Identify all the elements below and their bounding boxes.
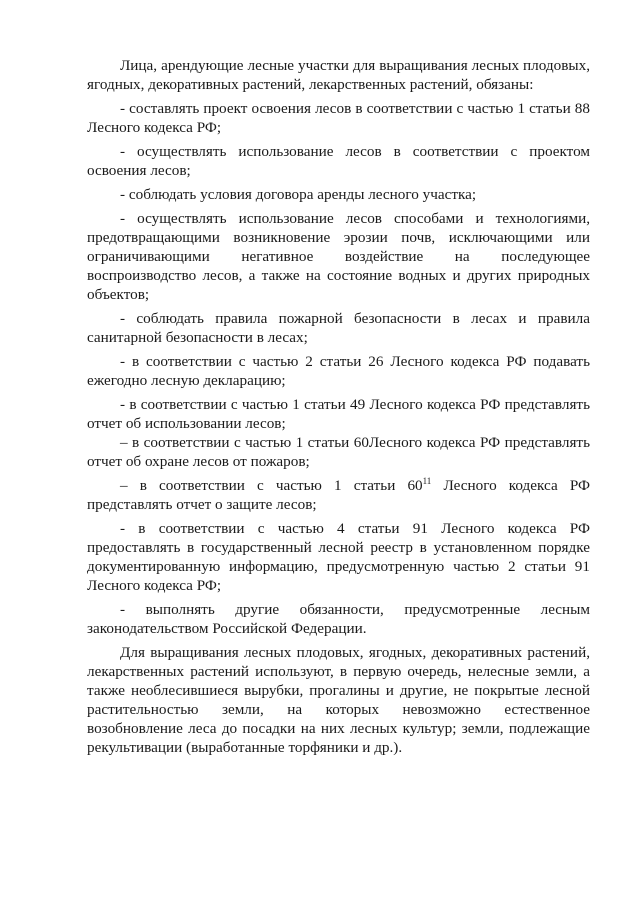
- list-item-erosion-prevention: - осуществлять использование лесов способами и технологиями, предотвращающими возникновение эрозии почв, исключающими или ограничивающими негативное воздействие на последующее воспроизводство лесов, а также на состояние водных и других природных объектов;: [87, 210, 590, 303]
- list-item-usage-report: - в соответствии с частью 1 статьи 49 Лесного кодекса РФ представлять отчет об использовании лесов;: [87, 396, 590, 432]
- document-body: [87, 56, 590, 757]
- list-item-forest-registry: - в соответствии с частью 4 статьи 91 Лесного кодекса РФ предоставлять в государственный лесной реестр в установленном порядке документированную информацию, предусмотренную частью 2 статьи 91 Лесного кодекса РФ;: [87, 520, 590, 594]
- list-item-forest-project: - составлять проект освоения лесов в соответствии с частью 1 статьи 88 Лесного кодекса РФ;: [87, 100, 590, 136]
- intro-paragraph: Лица, арендующие лесные участки для выращивания лесных плодовых, ягодных, декоративных растений, лекарственных растений, обязаны:: [87, 57, 590, 93]
- list-item-fire-protection-report: – в соответствии с частью 1 статьи 60Лесного кодекса РФ представлять отчет об охране лесов от пожаров;: [87, 434, 590, 470]
- forest-protection-report-start: – в соответствии с частью 1 статьи 60: [120, 477, 423, 494]
- forest-protection-report-end: Лесного кодекса РФ представлять отчет о защите лесов;: [87, 477, 591, 513]
- list-item-forest-use: - осуществлять использование лесов в соответствии с проектом освоения лесов;: [87, 143, 590, 179]
- list-item-forest-declaration: - в соответствии с частью 2 статьи 26 Лесного кодекса РФ подавать ежегодно лесную декларацию;: [87, 353, 590, 389]
- list-item-fire-safety: - соблюдать правила пожарной безопасности в лесах и правила санитарной безопасности в лесах;: [87, 310, 590, 346]
- list-item-other-duties: - выполнять другие обязанности, предусмотренные лесным законодательством Российской Федерации.: [87, 601, 590, 637]
- list-item-forest-protection-report: [87, 476, 590, 514]
- closing-paragraph: Для выращивания лесных плодовых, ягодных, декоративных растений, лекарственных растений используют, в первую очередь, нелесные земли, а также необлесившиеся вырубки, прогалины и другие, не покрытые лесной растительностью земли, на которых невозможно естественное возобновление леса до посадки на них лесных культур; земли, подлежащие рекультивации (выработанные торфяники и др.).: [87, 644, 590, 756]
- article-superscript: 11: [422, 476, 432, 486]
- list-item-lease-terms: - соблюдать условия договора аренды лесного участка;: [120, 186, 477, 203]
